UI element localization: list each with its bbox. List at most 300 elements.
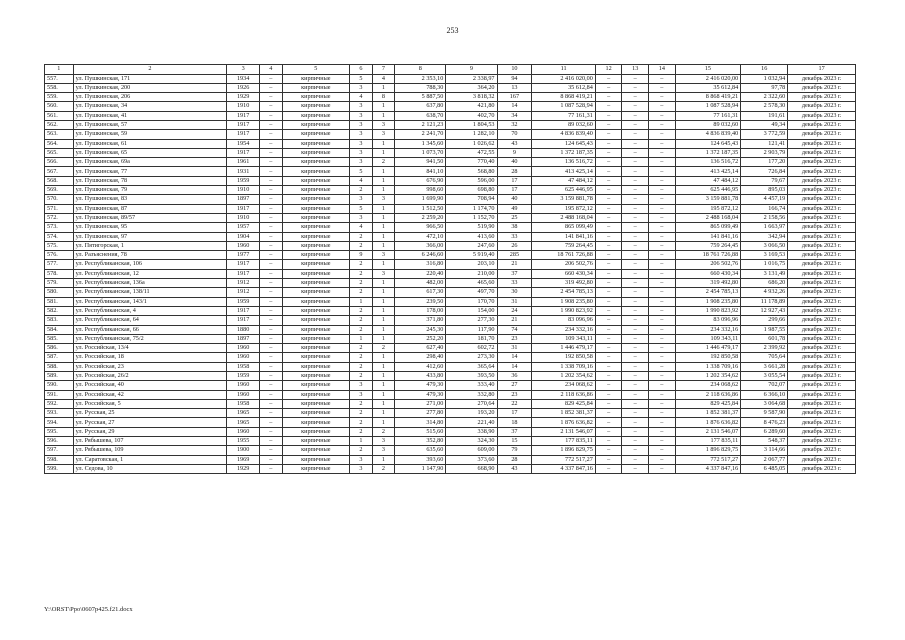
table-cell-col-17: декабрь 2023 г. [788,427,856,436]
table-cell-col-2: ул. Российская, 18 [73,353,227,362]
table-cell-col-4: – [260,232,283,241]
table-cell-col-8: 637,80 [395,102,446,111]
table-cell-col-17: декабрь 2023 г. [788,306,856,315]
table-cell-col-5: кирпичные [282,288,350,297]
table-cell-col-16: 548,37 [741,437,788,446]
table-cell-col-9: 3 818,32 [446,93,497,102]
table-cell-col-7: 1 [372,399,395,408]
table-cell-col-14: – [649,176,676,185]
table-cell-col-11: 1 896 829,75 [532,446,595,455]
table-cell-col-2: ул. Пушкинская, 206 [73,93,227,102]
table-cell-col-15: 136 516,72 [675,158,741,167]
table-cell-col-16: 97,78 [741,83,788,92]
table-cell-col-1: 588. [45,362,74,371]
table-cell-col-17: декабрь 2023 г. [788,297,856,306]
table-row [45,455,856,464]
table-cell-col-11: 413 425,14 [532,167,595,176]
table-cell-col-4: – [260,223,283,232]
table-cell-col-2: ул. Рябышева, 107 [73,437,227,446]
table-cell-col-1: 575. [45,241,74,250]
table-cell-col-6: 1 [350,334,373,343]
table-cell-col-8: 2 259,20 [395,213,446,222]
table-cell-col-8: 298,40 [395,353,446,362]
table-cell-col-11: 192 850,58 [532,353,595,362]
table-cell-col-2: ул. Республиканская, 143/1 [73,297,227,306]
table-cell-col-12: – [595,213,622,222]
table-cell-col-14: – [649,241,676,250]
table-cell-col-5: кирпичные [282,437,350,446]
table-cell-col-10: 32 [497,120,532,129]
table-cell-col-13: – [622,325,649,334]
table-cell-col-2: ул. Пушкинская, 200 [73,83,227,92]
column-header-10: 10 [497,65,532,75]
table-cell-col-4: – [260,111,283,120]
table-row [45,316,856,325]
table-cell-col-9: 1 282,10 [446,130,497,139]
table-row [45,306,856,315]
table-cell-col-14: – [649,260,676,269]
table-row [45,446,856,455]
table-cell-col-8: 479,30 [395,381,446,390]
table-row [45,111,856,120]
table-cell-col-15: 89 032,60 [675,120,741,129]
table-cell-col-3: 1880 [227,325,260,334]
table-cell-col-16: 6 366,10 [741,390,788,399]
table-cell-col-9: 2 338,97 [446,74,497,83]
table-cell-col-7: 1 [372,372,395,381]
column-header-13: 13 [622,65,649,75]
table-cell-col-16: 1 016,75 [741,260,788,269]
table-cell-col-17: декабрь 2023 г. [788,176,856,185]
table-cell-col-4: – [260,213,283,222]
table-cell-col-10: 14 [497,102,532,111]
table-cell-col-1: 590. [45,381,74,390]
table-cell-col-14: – [649,409,676,418]
table-cell-col-14: – [649,130,676,139]
table-cell-col-11: 3 159 881,78 [532,195,595,204]
table-cell-col-14: – [649,325,676,334]
table-cell-col-14: – [649,446,676,455]
table-cell-col-4: – [260,176,283,185]
table-cell-col-13: – [622,241,649,250]
table-cell-col-14: – [649,353,676,362]
table-cell-col-8: 482,00 [395,279,446,288]
table-cell-col-12: – [595,223,622,232]
table-cell-col-4: – [260,316,283,325]
table-cell-col-11: 4 836 839,40 [532,130,595,139]
table-cell-col-13: – [622,316,649,325]
table-cell-col-9: 596,00 [446,176,497,185]
table-cell-col-6: 3 [350,111,373,120]
table-cell-col-13: – [622,83,649,92]
table-cell-col-13: – [622,232,649,241]
column-number-header-row [45,65,856,75]
table-cell-col-9: 324,30 [446,437,497,446]
table-cell-col-3: 1965 [227,409,260,418]
table-cell-col-3: 1934 [227,74,260,83]
table-cell-col-15: 1 896 829,75 [675,446,741,455]
table-cell-col-17: декабрь 2023 г. [788,204,856,213]
table-cell-col-3: 1969 [227,455,260,464]
table-cell-col-6: 2 [350,362,373,371]
table-cell-col-11: 136 516,72 [532,158,595,167]
table-cell-col-8: 239,50 [395,297,446,306]
table-cell-col-15: 625 446,95 [675,186,741,195]
table-cell-col-7: 3 [372,446,395,455]
table-cell-col-2: ул. Российская, 42 [73,390,227,399]
table-row [45,381,856,390]
table-cell-col-14: – [649,279,676,288]
table-cell-col-2: ул. Седова, 10 [73,464,227,473]
table-cell-col-2: ул. Российская, 5 [73,399,227,408]
table-cell-col-12: – [595,399,622,408]
column-header-15: 15 [675,65,741,75]
table-cell-col-9: 5 919,40 [446,251,497,260]
table-cell-col-15: 18 761 726,88 [675,251,741,260]
table-cell-col-5: кирпичные [282,213,350,222]
table-cell-col-2: ул. Российская, 26/2 [73,372,227,381]
table-cell-col-10: 285 [497,251,532,260]
table-cell-col-5: кирпичные [282,381,350,390]
table-cell-col-14: – [649,93,676,102]
table-row [45,464,856,473]
table-cell-col-5: кирпичные [282,409,350,418]
table-cell-col-8: 1 512,50 [395,204,446,213]
table-cell-col-5: кирпичные [282,353,350,362]
table-cell-col-13: – [622,93,649,102]
table-cell-col-16: 1 032,94 [741,74,788,83]
table-cell-col-12: – [595,279,622,288]
table-cell-col-15: 195 872,12 [675,204,741,213]
table-cell-col-17: декабрь 2023 г. [788,362,856,371]
table-cell-col-11: 1 202 354,62 [532,372,595,381]
table-cell-col-4: – [260,353,283,362]
table-cell-col-2: ул. Пушкинская, 61 [73,139,227,148]
table-cell-col-17: декабрь 2023 г. [788,158,856,167]
table-cell-col-12: – [595,344,622,353]
table-cell-col-4: – [260,455,283,464]
table-cell-col-1: 560. [45,102,74,111]
table-cell-col-8: 371,80 [395,316,446,325]
table-cell-col-7: 1 [372,316,395,325]
table-cell-col-15: 206 502,76 [675,260,741,269]
table-cell-col-15: 192 850,58 [675,353,741,362]
table-cell-col-13: – [622,334,649,343]
table-cell-col-5: кирпичные [282,204,350,213]
table-cell-col-6: 2 [350,260,373,269]
table-cell-col-2: ул. Пушкинская, 59 [73,130,227,139]
table-cell-col-3: 1960 [227,344,260,353]
table-cell-col-11: 83 096,96 [532,316,595,325]
table-cell-col-5: кирпичные [282,130,350,139]
table-cell-col-17: декабрь 2023 г. [788,325,856,334]
table-cell-col-7: 1 [372,139,395,148]
table-cell-col-17: декабрь 2023 г. [788,353,856,362]
table-cell-col-2: ул. Пятигорская, 1 [73,241,227,250]
table-cell-col-6: 3 [350,102,373,111]
table-cell-col-4: – [260,464,283,473]
table-cell-col-12: – [595,74,622,83]
table-cell-col-16: 686,20 [741,279,788,288]
table-cell-col-13: – [622,297,649,306]
table-cell-col-6: 2 [350,372,373,381]
table-row [45,427,856,436]
table-cell-col-10: 17 [497,176,532,185]
table-cell-col-8: 638,70 [395,111,446,120]
table-cell-col-17: декабрь 2023 г. [788,418,856,427]
table-cell-col-12: – [595,381,622,390]
table-row [45,279,856,288]
table-cell-col-17: декабрь 2023 г. [788,139,856,148]
table-cell-col-17: декабрь 2023 г. [788,120,856,129]
table-cell-col-16: 601,78 [741,334,788,343]
column-header-5: 5 [282,65,350,75]
table-cell-col-6: 3 [350,213,373,222]
table-cell-col-9: 364,20 [446,83,497,92]
table-cell-col-6: 3 [350,148,373,157]
table-row [45,344,856,353]
table-cell-col-11: 625 446,95 [532,186,595,195]
table-cell-col-8: 998,60 [395,186,446,195]
table-cell-col-17: декабрь 2023 г. [788,93,856,102]
table-cell-col-13: – [622,186,649,195]
table-cell-col-6: 2 [350,269,373,278]
table-cell-col-1: 571. [45,204,74,213]
table-cell-col-15: 83 096,96 [675,316,741,325]
table-cell-col-3: 1960 [227,390,260,399]
table-cell-col-6: 4 [350,176,373,185]
table-cell-col-10: 25 [497,213,532,222]
table-cell-col-10: 37 [497,269,532,278]
table-cell-col-16: 2 322,60 [741,93,788,102]
table-cell-col-5: кирпичные [282,464,350,473]
table-cell-col-5: кирпичные [282,390,350,399]
table-cell-col-3: 1917 [227,204,260,213]
table-cell-col-10: 27 [497,381,532,390]
table-cell-col-14: – [649,148,676,157]
table-cell-col-5: кирпичные [282,279,350,288]
table-cell-col-10: 33 [497,279,532,288]
table-cell-col-5: кирпичные [282,418,350,427]
table-cell-col-7: 2 [372,427,395,436]
table-row [45,399,856,408]
table-cell-col-14: – [649,437,676,446]
table-row [45,232,856,241]
table-cell-col-6: 4 [350,223,373,232]
table-cell-col-17: декабрь 2023 г. [788,372,856,381]
table-cell-col-12: – [595,195,622,204]
table-cell-col-1: 580. [45,288,74,297]
table-cell-col-1: 570. [45,195,74,204]
table-cell-col-7: 1 [372,213,395,222]
table-cell-col-2: ул. Пушкинская, 97 [73,232,227,241]
table-cell-col-3: 1917 [227,260,260,269]
table-cell-col-10: 22 [497,399,532,408]
table-cell-col-6: 4 [350,93,373,102]
table-cell-col-1: 564. [45,139,74,148]
table-cell-col-6: 2 [350,344,373,353]
table-cell-col-2: ул. Российская, 40 [73,381,227,390]
table-cell-col-13: – [622,381,649,390]
table-cell-col-10: 94 [497,74,532,83]
table-cell-col-2: ул. Пушкинская, 171 [73,74,227,83]
table-cell-col-13: – [622,399,649,408]
table-cell-col-11: 141 841,16 [532,232,595,241]
table-cell-col-2: ул. Республиканская, 64 [73,316,227,325]
table-cell-col-13: – [622,437,649,446]
table-cell-col-6: 1 [350,297,373,306]
table-cell-col-2: ул. Пушкинская, 78 [73,176,227,185]
table-cell-col-9: 210,00 [446,269,497,278]
column-header-6: 6 [350,65,373,75]
table-cell-col-8: 220,40 [395,269,446,278]
table-cell-col-3: 1958 [227,362,260,371]
table-cell-col-6: 2 [350,306,373,315]
table-cell-col-11: 234 068,62 [532,381,595,390]
table-cell-col-17: декабрь 2023 г. [788,455,856,464]
table-cell-col-14: – [649,120,676,129]
table-row [45,288,856,297]
table-cell-col-5: кирпичные [282,372,350,381]
table-cell-col-12: – [595,390,622,399]
table-cell-col-7: 3 [372,251,395,260]
table-cell-col-4: – [260,409,283,418]
table-cell-col-16: 2 067,77 [741,455,788,464]
table-cell-col-12: – [595,176,622,185]
table-row [45,223,856,232]
table-cell-col-9: 221,40 [446,418,497,427]
table-cell-col-5: кирпичные [282,139,350,148]
table-cell-col-15: 2 131 546,07 [675,427,741,436]
table-cell-col-1: 598. [45,455,74,464]
table-cell-col-14: – [649,381,676,390]
table-cell-col-14: – [649,186,676,195]
table-cell-col-3: 1929 [227,93,260,102]
table-cell-col-14: – [649,74,676,83]
table-cell-col-3: 1959 [227,297,260,306]
table-row [45,334,856,343]
table-cell-col-16: 121,41 [741,139,788,148]
table-cell-col-11: 177 835,11 [532,437,595,446]
table-cell-col-1: 567. [45,167,74,176]
table-cell-col-3: 1960 [227,353,260,362]
table-row [45,102,856,111]
table-cell-col-9: 273,30 [446,353,497,362]
table-cell-col-8: 178,00 [395,306,446,315]
table-cell-col-17: декабрь 2023 г. [788,195,856,204]
table-cell-col-6: 2 [350,418,373,427]
table-cell-col-4: – [260,362,283,371]
table-cell-col-4: – [260,325,283,334]
table-cell-col-13: – [622,176,649,185]
table-cell-col-14: – [649,372,676,381]
table-cell-col-8: 966,50 [395,223,446,232]
table-cell-col-12: – [595,148,622,157]
table-cell-col-16: 2 158,56 [741,213,788,222]
table-cell-col-16: 3 114,66 [741,446,788,455]
table-cell-col-9: 332,80 [446,390,497,399]
table-cell-col-15: 1 908 235,80 [675,297,741,306]
table-cell-col-3: 1960 [227,427,260,436]
table-cell-col-7: 1 [372,455,395,464]
table-cell-col-14: – [649,306,676,315]
table-cell-col-14: – [649,251,676,260]
table-cell-col-5: кирпичные [282,111,350,120]
table-cell-col-11: 1 372 187,35 [532,148,595,157]
table-cell-col-9: 472,55 [446,148,497,157]
table-cell-col-16: 726,84 [741,167,788,176]
table-cell-col-1: 559. [45,93,74,102]
table-cell-col-11: 2 131 546,07 [532,427,595,436]
table-cell-col-10: 34 [497,111,532,120]
table-cell-col-13: – [622,279,649,288]
table-cell-col-11: 1 908 235,80 [532,297,595,306]
table-cell-col-7: 4 [372,74,395,83]
table-cell-col-8: 5 887,50 [395,93,446,102]
table-cell-col-7: 1 [372,362,395,371]
table-cell-col-2: ул. Саратовская, 1 [73,455,227,464]
table-cell-col-13: – [622,251,649,260]
table-cell-col-9: 393,50 [446,372,497,381]
table-cell-col-7: 1 [372,381,395,390]
table-cell-col-17: декабрь 2023 г. [788,186,856,195]
table-cell-col-9: 277,30 [446,316,497,325]
table-cell-col-3: 1910 [227,186,260,195]
table-cell-col-9: 373,60 [446,455,497,464]
table-cell-col-13: – [622,167,649,176]
table-cell-col-16: 3 066,50 [741,241,788,250]
table-cell-col-12: – [595,269,622,278]
table-cell-col-14: – [649,464,676,473]
table-cell-col-1: 584. [45,325,74,334]
table-cell-col-11: 1 338 709,16 [532,362,595,371]
table-cell-col-10: 79 [497,446,532,455]
table-cell-col-16: 4 457,19 [741,195,788,204]
table-cell-col-11: 2 454 785,13 [532,288,595,297]
table-cell-col-6: 5 [350,167,373,176]
table-cell-col-12: – [595,409,622,418]
table-cell-col-1: 589. [45,372,74,381]
table-cell-col-9: 1 804,53 [446,120,497,129]
table-cell-col-5: кирпичные [282,167,350,176]
table-cell-col-11: 124 645,43 [532,139,595,148]
table-cell-col-4: – [260,418,283,427]
table-cell-col-12: – [595,353,622,362]
table-cell-col-10: 21 [497,316,532,325]
table-cell-col-17: декабрь 2023 г. [788,381,856,390]
table-cell-col-1: 574. [45,232,74,241]
table-row [45,148,856,157]
table-cell-col-2: ул. Пушкинская, 34 [73,102,227,111]
table-cell-col-15: 413 425,14 [675,167,741,176]
table-cell-col-9: 568,80 [446,167,497,176]
table-cell-col-4: – [260,260,283,269]
table-cell-col-4: – [260,446,283,455]
table-cell-col-10: 28 [497,167,532,176]
table-cell-col-12: – [595,427,622,436]
table-cell-col-13: – [622,195,649,204]
table-cell-col-8: 1 699,90 [395,195,446,204]
table-cell-col-11: 2 118 636,86 [532,390,595,399]
table-cell-col-6: 3 [350,158,373,167]
table-cell-col-8: 1 345,60 [395,139,446,148]
table-cell-col-16: 12 927,43 [741,306,788,315]
table-cell-col-2: ул. Пушкинская, 89/57 [73,213,227,222]
table-cell-col-5: кирпичные [282,93,350,102]
table-cell-col-11: 1 446 479,17 [532,344,595,353]
table-cell-col-5: кирпичные [282,325,350,334]
table-cell-col-6: 3 [350,139,373,148]
